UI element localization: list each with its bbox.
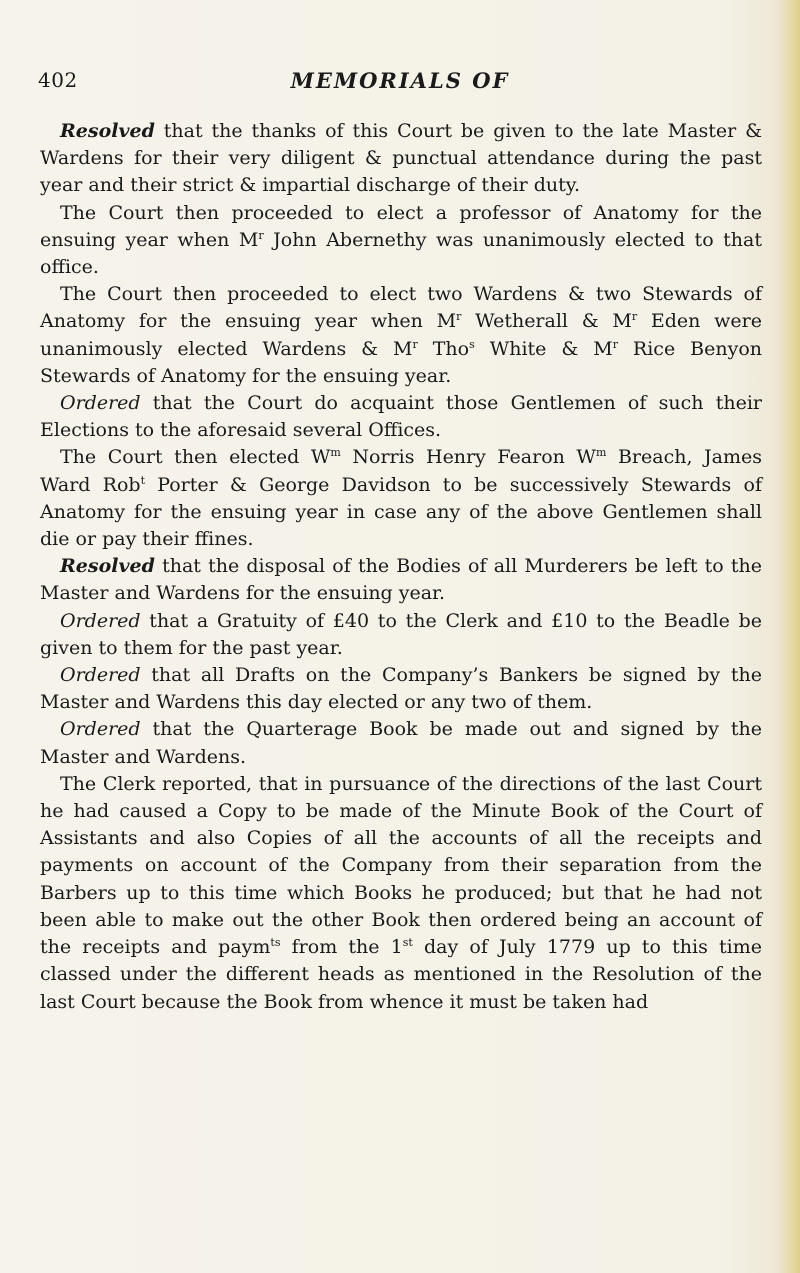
paragraph [40,553,762,607]
paragraph-lead-word: Resolved [60,120,155,142]
paragraph-text: Porter & George Davidson to be successively Stewards of Anatomy for the ensuing year in case any of the above Gentlemen shall die or pay their ffines. [40,473,762,551]
paragraph [40,771,762,1016]
paragraph [40,200,762,282]
paragraph-text: Rice Benyon Stewards of Anatomy for the ensuing year. [40,337,763,387]
superscript: ts [270,936,281,950]
superscript: r [631,310,638,324]
paragraph-text: that the disposal of the Bodies of all Murderers be left to the Master and Wardens for the ensuing year. [40,555,762,605]
paragraph-text: White & M [474,337,613,360]
paragraph-text: that all Drafts on the Company’s Bankers be signed by the Master and Wardens this day elected or any two of them. [40,664,762,714]
paragraph-lead-word: Ordered [60,664,141,687]
paragraph-text: John Abernethy was unanimously elected to that office. [40,228,762,279]
paragraph-lead-word: Ordered [60,718,141,741]
superscript: m [330,446,341,460]
page-header [0,68,800,98]
paragraph-lead-word: Ordered [60,392,141,415]
paragraph-lead-word: Resolved [60,555,155,578]
superscript: s [469,337,475,351]
superscript: t [140,473,145,487]
superscript: m [595,446,607,460]
paragraph-lead-word: Ordered [60,609,141,632]
paragraph-text: that the Quarterage Book be made out and signed by the Master and Wardens. [40,718,762,768]
paragraph-text: day of July 1779 up to this time classed under the different heads as mentioned in the Resolution of the last Court because the Book from whence it must be taken had [40,936,762,1013]
paragraph-text: that a Gratuity of £40 to the Clerk and £10 to the Beadle be given to them for the past year. [40,609,762,659]
superscript: r [612,337,618,351]
paragraph [40,608,762,662]
paragraph-text: that the thanks of this Court be given to the late Master & Wardens for their very diligent & punctual attendance during the past year and their strict & impartial discharge of their duty. [40,120,762,197]
paragraph-text: from the 1 [280,936,403,959]
paragraph-text: Wetherall & M [461,310,632,333]
superscript: r [456,310,462,324]
paragraph-text: Eden were unanimously elected Wardens & M [40,310,762,360]
paragraph-text: The Court then elected W [60,446,331,469]
paragraph [40,662,762,716]
superscript: r [412,337,418,351]
paragraph-text: The Clerk reported, that in pursuance of the directions of the last Court he had caused a Copy to be made of the Minute Book of the Court of Assistants and also Copies of all the accounts of all the receipts and payments on account of the Company from their separation from the Barbers up to this time which Books he produced; but that he had not been able to make out the other Book then ordered being an account of the receipts and paym [40,772,762,959]
running-title: MEMORIALS OF [290,68,510,93]
superscript: r [258,228,264,242]
paragraph-text: Norris Henry Fearon W [340,446,596,469]
paragraph [40,118,762,200]
paragraph-text: The Court then proceeded to elect a professor of Anatomy for the ensuing year when M [40,201,762,251]
paragraph-text: Tho [417,337,470,360]
page-number: 402 [38,68,78,92]
paragraph [40,390,762,444]
paragraph-text: Breach, James Ward Rob [40,446,762,496]
paragraph-text: The Court then proceeded to elect two Wardens & two Stewards of Anatomy for the ensuing year when M [40,283,762,333]
body-text [40,118,762,1016]
paragraph [40,716,762,770]
superscript: st [402,936,413,950]
paragraph [40,444,762,553]
page-edge-stain [778,0,800,1273]
paragraph [40,281,762,390]
paragraph-text: that the Court do acquaint those Gentlemen of such their Elections to the aforesaid several Offices. [40,392,762,442]
